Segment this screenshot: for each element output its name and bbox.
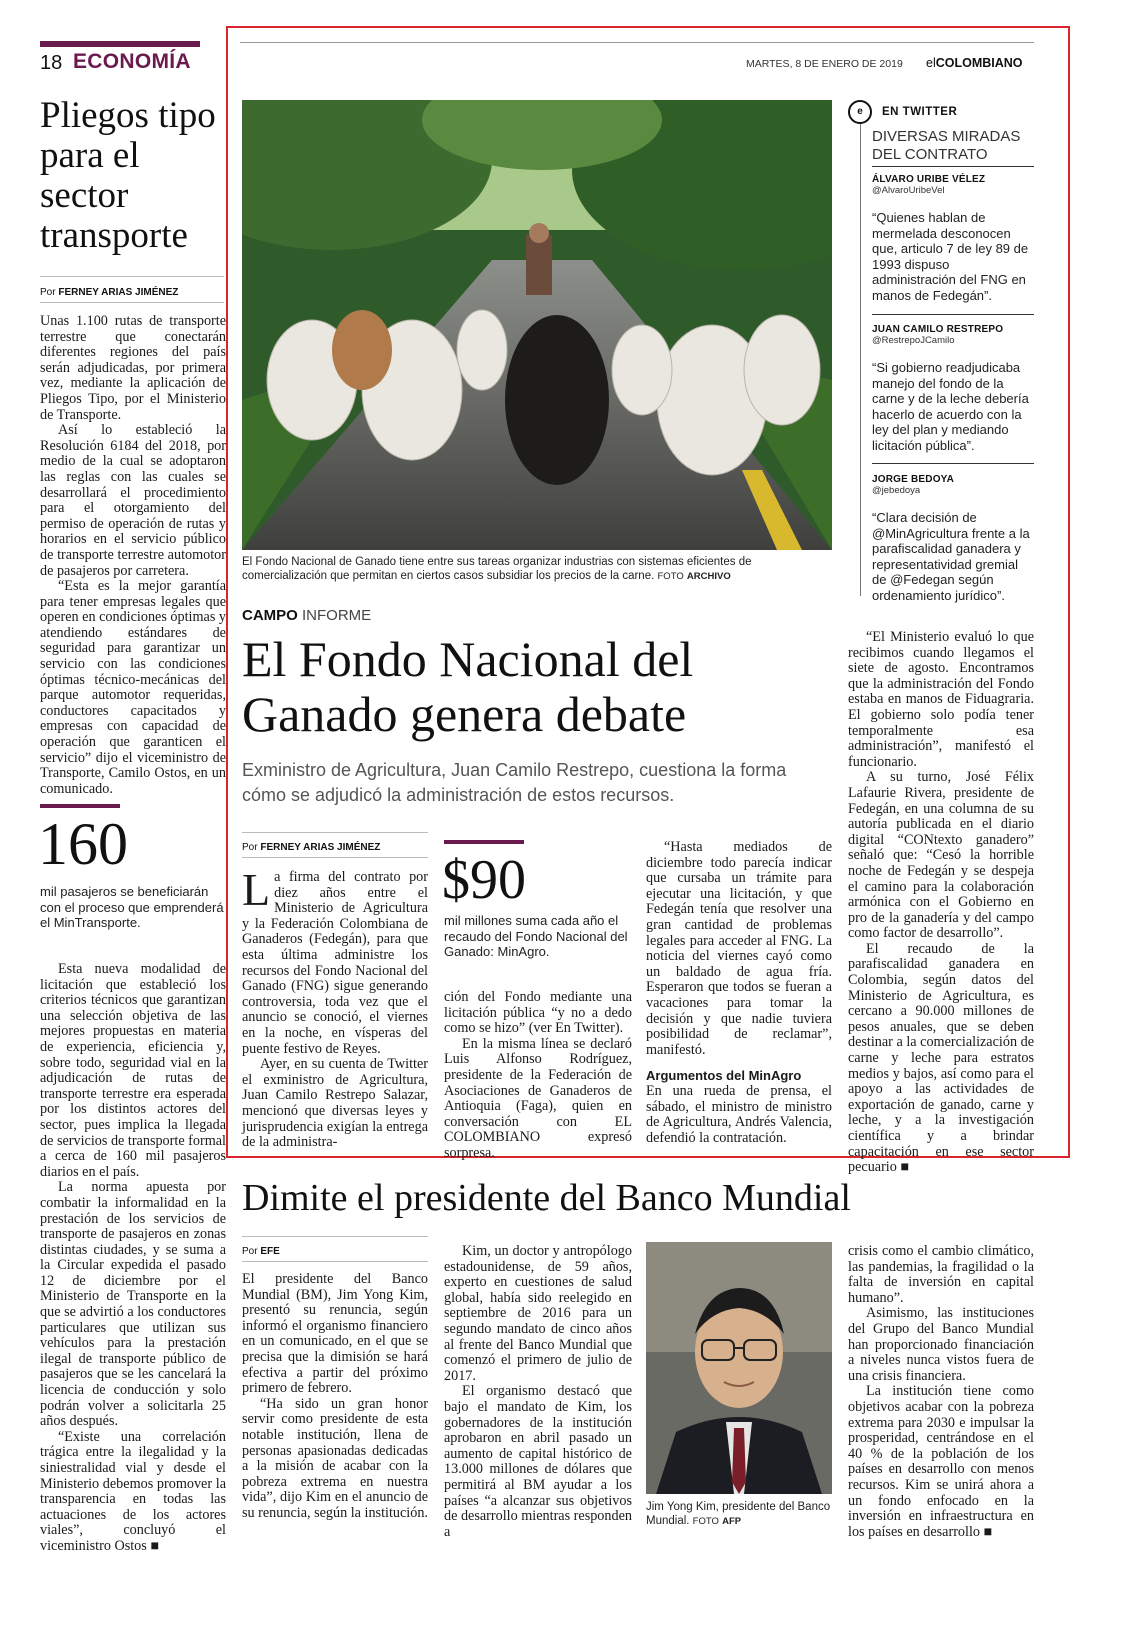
main-col-2 [444, 990, 632, 1162]
twitter-title: DIVERSAS MIRADAS DEL CONTRATO [872, 128, 1021, 163]
tweet-divider [872, 463, 1034, 464]
twitter-title-rule [872, 166, 1034, 167]
bottom-col-2 [444, 1244, 632, 1540]
main-stat-number: $90 [442, 849, 526, 911]
tweet-divider [872, 314, 1034, 315]
twitter-vertical-rule [860, 124, 861, 596]
tweet-item [872, 474, 1034, 603]
section-title: ECONOMÍA [73, 50, 191, 73]
cattle-caption-text: El Fondo Nacional de Ganado tiene entre sus tareas organizar industrias con sistemas eficientes de comercialización que permitan en ciertos casos subsidiar los precios de la carne. [242, 556, 752, 582]
main-byline-rule-bottom [242, 857, 428, 858]
bottom-col-4 [848, 1244, 1034, 1540]
kim-portrait-illustration [646, 1242, 832, 1494]
left-headline: Pliegos tipo para el sector transporte [40, 95, 216, 256]
twitter-badge: EN TWITTER [882, 106, 958, 118]
main-col-1 [242, 864, 428, 1151]
main-byline [242, 842, 380, 853]
main-kicker-light: INFORME [302, 607, 372, 624]
main-kicker-bold: CAMPO [242, 607, 298, 624]
left-byline-rule [40, 276, 224, 277]
bottom-paragraph: Asimismo, las instituciones del Grupo del Banco Mundial han proporcionado financiación a niveles nunca vistos fuera de una crisis financiera. [848, 1305, 1034, 1384]
bottom-byline [242, 1246, 280, 1257]
left-stat-rule [40, 804, 120, 808]
left-paragraph: Así lo estableció la Resolución 6184 del 2018, por medio de la cual se adoptaron las reglas con las cuales se desarrollará el procedimiento para el otorgamiento del permiso de operación de rutas y horarios en el servicio público de transporte terrestre automotor de pasajeros por carretera. [40, 422, 226, 579]
section-rule [40, 41, 200, 47]
left-byline-prefix: Por [40, 287, 56, 298]
bottom-paragraph: La institución tiene como objetivos acabar con la pobreza extrema para 2030 e impulsar la prosperidad, centrándose en el 40 % de la población de los países en desarrollo con menos recursos. Kim se unirá ahora a un fondo enfocado en la inversión en infraestructura en los países en desarrollo ■ [848, 1383, 1034, 1540]
main-paragraph: ción del Fondo mediante una licitación pública “y no a dedo como se hizo” (ver En Twitter). [444, 989, 632, 1037]
left-body-bottom [40, 962, 226, 1555]
masthead-name: COLOMBIANO [935, 56, 1023, 70]
cattle-photo-illustration [242, 100, 832, 550]
main-stat-rule [444, 840, 524, 844]
tweet-author: ÁLVARO URIBE VÉLEZ [872, 174, 986, 185]
main-byline-rule [242, 832, 428, 833]
tweet-author: JUAN CAMILO RESTREPO [872, 324, 1004, 335]
dropcap: L [242, 864, 271, 915]
main-deck: Exministro de Agricultura, Juan Camilo Restrepo, cuestiona la forma cómo se adjudicó la administración de estos recursos. [242, 760, 787, 805]
bottom-col-1 [242, 1272, 428, 1522]
main-paragraph [242, 864, 428, 1057]
left-paragraph: La norma apuesta por combatir la informalidad en la prestación de los servicios de transporte de pasajeros en zonas distintas ciudades, y se suma a la Circular expedida el pasado 12 de diciembre por el Ministerio de Transporte en la que se advirtió a los conductores particulares que utilizan sus vehículos para la prestación ilegal de transporte público de pasajeros que se les cancelará la licencia de conducción y solo podrán volver a solicitarla 25 años después. [40, 1179, 226, 1430]
main-kicker [242, 607, 371, 624]
tweet-item [872, 174, 1034, 303]
cattle-credit-prefix: FOTO [657, 571, 684, 582]
tweet-handle: @AlvaroUribeVel [872, 185, 945, 196]
left-byline [40, 287, 178, 298]
left-body-top [40, 314, 226, 797]
tweet-handle: @jebedoya [872, 485, 921, 496]
kim-photo [646, 1242, 832, 1494]
bottom-paragraph: Kim, un doctor y antropólogo estadounidense, de 59 años, experto en cuestiones de salud global, había sido reelegido en septiembre de 2016 para un segundo mandato de cinco años al frente del Banco Mundial que comenzó el primero de julio de 2017. [444, 1243, 632, 1384]
tweet-item [872, 324, 1034, 453]
page-number: 18 [40, 52, 63, 74]
twitter-sidebar [848, 100, 1034, 124]
bottom-byline-rule [242, 1236, 428, 1237]
tweet-quote: “Si gobierno readjudicaba manejo del fondo de la carne y de la leche debería hacerlo de acuerdo con la ley del plan y mediando licitación pública”. [872, 360, 1029, 453]
main-paragraph: Ayer, en su cuenta de Twitter el exministro de Agricultura, Juan Camilo Restrepo Salazar, mencionó que diversas leyes y jurisprudencia exigían la entrega de la administra- [242, 1056, 428, 1151]
kim-caption-text: Jim Yong Kim, presidente del Banco Mundial. [646, 1501, 831, 1527]
left-stat-text: mil pasajeros se beneficiarán con el proceso que emprenderá el MinTransporte. [40, 884, 224, 930]
main-paragraph: A su turno, José Félix Lafaurie Rivera, presidente de Fedegán, en una columna de su autoría publicada en el diario digital “CONtexto ganadero” señaló que: “Cesó la horrible noche de Fedegán y se despeja el camino para la colaboración armónica con el Gobierno en pro de la ganadería y del campo como factor de desarrollo”. [848, 769, 1034, 942]
masthead-el: el [926, 56, 936, 70]
twitter-badge-row [848, 100, 1034, 124]
tweet-quote: “Clara decisión de @MinAgricultura frente a la parafiscalidad ganadera y representatividad gremial de @Fedegan según ordenamiento jurídico”. [872, 510, 1030, 603]
bottom-byline-author: EFE [260, 1246, 280, 1257]
main-stat-text: mil millones suma cada año el recaudo del Fondo Nacional del Ganado: MinAgro. [444, 913, 628, 959]
left-paragraph: Unas 1.100 rutas de transporte terrestre que conectarán diferentes regiones del país serán adjudicadas, por primera vez, mediante la aplicación de Pliegos Tipo, por el Ministerio de Transporte. [40, 313, 226, 423]
cattle-photo [242, 100, 832, 550]
kim-credit-prefix: FOTO [692, 1516, 719, 1527]
page-date: MARTES, 8 DE ENERO DE 2019 [746, 58, 903, 70]
kim-credit: AFP [722, 1516, 742, 1527]
main-col1-text: a firma del contrato por diez años entre el Ministerio de Agricultura y la Federación Colombiana de Ganaderos (Fedegán), para que esta última administre los recursos del Fondo Nacional del Ganado (FNG) sigue generando controversia, toda vez que el anuncio se conoció, el viernes en la noche, en vísperas del puente festivo de Reyes. [242, 869, 428, 1057]
main-byline-prefix: Por [242, 842, 258, 853]
left-paragraph: “Esta es la mejor garantía para tener empresas legales que operen en condiciones óptimas y atendiendo estándares de seguridad para garantizar un servicio con las condiciones óptimas técnico-mecánicas del parque automotor requeridas, conductores capacitados y empresas con capacidad de operación que garanticen el servicio” dijo el viceministro de Transporte, Camilo Ostos, en un comunicado. [40, 578, 226, 797]
left-byline-author: FERNEY ARIAS JIMÉNEZ [58, 287, 179, 298]
main-col-3 [646, 840, 832, 1146]
main-col-4 [848, 630, 1034, 1176]
bottom-paragraph: crisis como el cambio climático, las pandemias, la fragilidad o la falta de inversión en capital humano”. [848, 1243, 1034, 1306]
cattle-credit: ARCHIVO [686, 571, 731, 582]
bottom-paragraph: “Ha sido un gran honor servir como presidente de esta notable institución, llena de personas apasionadas dedicadas a la misión de acabar con la pobreza extrema en nuestra vida”, dijo Kim en el anuncio de su renuncia, según la institución. [242, 1395, 428, 1521]
ec-logo-icon: e [848, 100, 872, 124]
bottom-headline: Dimite el presidente del Banco Mundial [242, 1177, 851, 1219]
main-paragraph: En la misma línea se declaró Luis Alfonso Rodríguez, presidente de la Federación de Asociaciones de Ganaderos de Antioquia (Faga), quien en conversación con EL COLOMBIANO expresó sorpresa. [444, 1035, 632, 1161]
main-paragraph: “El Ministerio evaluó lo que recibimos cuando llegamos el siete de agosto. Encontramos que la administración del Fondo estaba en manos de Fiduagraria. El gobierno solo podía tener temporalmente esa administración”, manifestó el funcionario. [848, 629, 1034, 770]
main-byline-author: FERNEY ARIAS JIMÉNEZ [260, 842, 381, 853]
left-paragraph: “Existe una correlación trágica entre la ilegalidad y la siniestralidad vial y desde el Ministerio debemos promover la transparencia en todas las actuaciones de los actores viales”, concluyó el viceministro Ostos ■ [40, 1428, 226, 1554]
tweet-quote: “Quienes hablan de mermelada desconocen que, articulo 7 de ley 89 de 1993 dispuso administración del FNG en manos de Fedegán”. [872, 210, 1029, 303]
left-byline-rule-bottom [40, 302, 224, 303]
bottom-paragraph: El organismo destacó que bajo el mandato de Kim, los gobernadores de la institución aprobaron en abril pasado un aumento de capital histórico de 13.000 millones de dólares que permitirá al BM ayudar a los países “a alcanzar sus objetivos de desarrollo mientras responden a [444, 1383, 632, 1540]
bottom-byline-prefix: Por [242, 1246, 258, 1257]
main-paragraph: El recaudo de la parafiscalidad ganadera en Colombia, según datos del Ministerio de Agricultura, es cercano a 90.000 millones de pesos anuales, que se deben destinar a la comercialización de carne y leche para estratos medios y bajos, así como para el apoyo a las actividades de exportación de ganado, carne y leche, y a la investigación científica y a brindar capacitación en ese sector pecuario ■ [848, 940, 1034, 1176]
tweet-handle: @RestrepoJCamilo [872, 335, 955, 346]
main-paragraph: “Hasta mediados de diciembre todo parecía indicar que cursaba un trámite para ejecutar una licitación, y que Fedegán tenía que resolver una gran cantidad de problemas legales para acceder al FNG. La noticia del viernes cayó como un baldado de agua fría. Esperaron que todos se fueran a vacaciones para tomar la decisión y que nadie tuviera posibilidad de reclamar”, manifestó. [646, 839, 832, 1058]
main-subhead: Argumentos del MinAgro [646, 1068, 802, 1084]
left-paragraph: Esta nueva modalidad de licitación que estableció los criterios técnicos que garantizan una selección objetiva de las mejores propuestas en materia de experiencia, eficiencia y, sobre todo, seguridad vial en la adjudicación de rutas de transporte terrestre era esperada por los distintos actores del sector, pues implica la llegada de servicios de transporte formal a cerca de 160 mil pasajeros diarios en el país. [40, 961, 226, 1180]
bottom-byline-rule-bottom [242, 1261, 428, 1262]
cattle-photo-caption [242, 555, 832, 584]
main-headline: El Fondo Nacional del Ganado genera debate [242, 631, 694, 742]
tweet-author: JORGE BEDOYA [872, 474, 955, 485]
main-paragraph: En una rueda de prensa, el sábado, el ministro de ministro de Agricultura, Andrés Valencia, defendió la contratación. [646, 1082, 832, 1146]
kim-photo-caption [646, 1500, 832, 1529]
left-stat-number: 160 [38, 811, 128, 877]
bottom-paragraph: El presidente del Banco Mundial (BM), Jim Yong Kim, presentó su renuncia, según informó el organismo financiero en un comunicado, en el que se precisa que la dimisión se hará efectiva a partir del próximo primero de febrero. [242, 1271, 428, 1397]
